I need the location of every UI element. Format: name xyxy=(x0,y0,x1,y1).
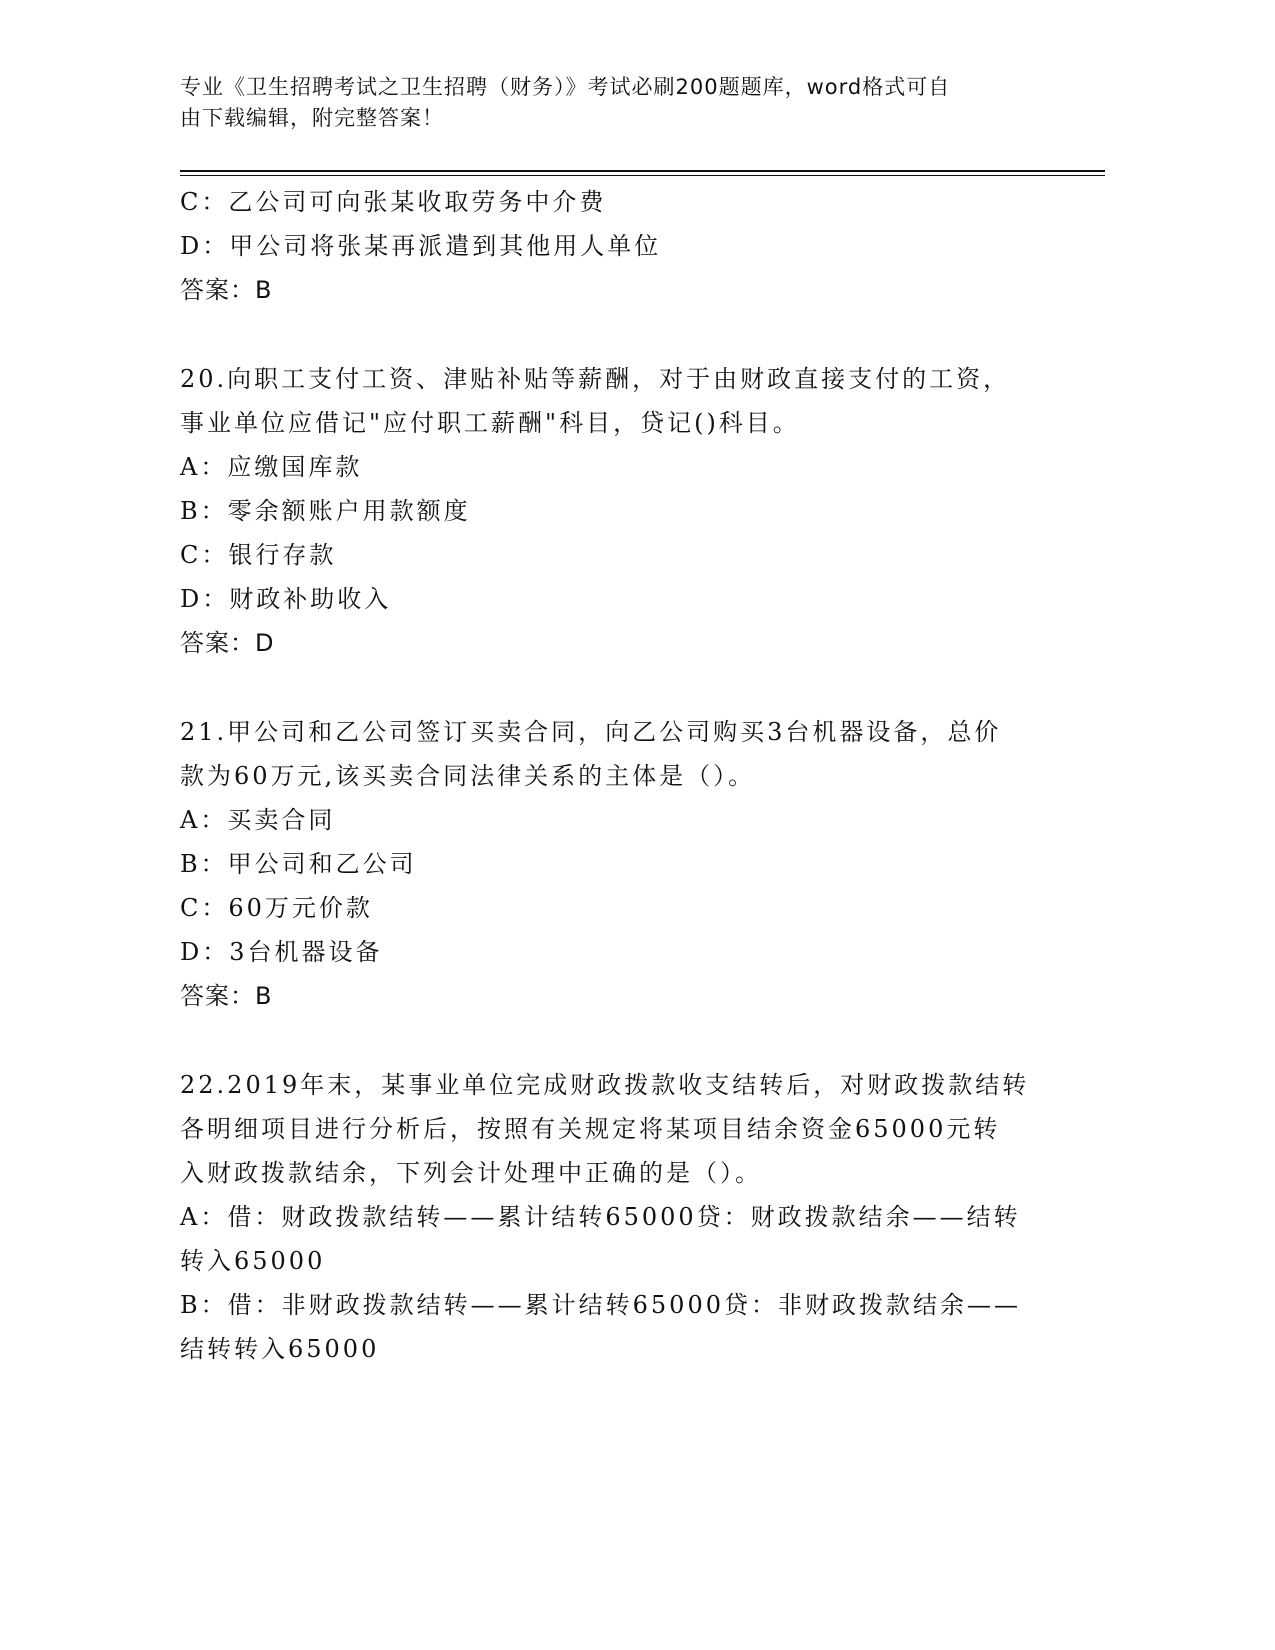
question-list xyxy=(180,180,1080,1371)
question-21 xyxy=(180,710,1080,1018)
option-d: D：财政补助收入 xyxy=(180,585,392,613)
question-20 xyxy=(180,357,1080,665)
option-d: D：3台机器设备 xyxy=(180,938,383,966)
question-gap xyxy=(180,665,1080,710)
header-title-line-1: 专业《卫生招聘考试之卫生招聘（财务）》考试必刷200题题库，word格式可自 xyxy=(180,75,951,99)
option-b-line-1: B：借：非财政拨款结转——累计结转65000贷：非财政拨款结余—— xyxy=(180,1291,1021,1319)
question-text-line-3: 入财政拨款结余，下列会计处理中正确的是（）。 xyxy=(180,1159,762,1187)
option-b-line-2: 结转转入65000 xyxy=(180,1335,380,1363)
question-text-line-1: 20.向职工支付工资、津贴补贴等薪酬，对于由财政直接支付的工资， xyxy=(180,365,1011,393)
document-header xyxy=(180,72,1060,134)
option-b: B：零余额账户用款额度 xyxy=(180,497,471,525)
option-a-line-2: 转入65000 xyxy=(180,1247,326,1275)
option-c: C：乙公司可向张某收取劳务中介费 xyxy=(180,188,607,216)
question-gap xyxy=(180,312,1080,357)
header-title-line-2: 由下载编辑，附完整答案！ xyxy=(180,106,444,130)
option-a-line-1: A：借：财政拨款结转——累计结转65000贷：财政拨款结余——结转 xyxy=(180,1203,1021,1231)
answer-line: 答案：B xyxy=(180,982,273,1010)
question-text-line-1: 21.甲公司和乙公司签订买卖合同，向乙公司购买3台机器设备，总价 xyxy=(180,718,1002,746)
header-divider-thick xyxy=(180,170,1105,172)
option-a: A：买卖合同 xyxy=(180,806,336,834)
header-divider-thin xyxy=(180,175,1105,176)
option-d: D：甲公司将张某再派遣到其他用人单位 xyxy=(180,232,662,260)
answer-line: 答案：D xyxy=(180,629,275,657)
option-b: B：甲公司和乙公司 xyxy=(180,850,417,878)
option-c: C：银行存款 xyxy=(180,541,337,569)
question-text-line-1: 22.2019年末，某事业单位完成财政拨款收支结转后，对财政拨款结转 xyxy=(180,1071,1030,1099)
question-text-line-2: 各明细项目进行分析后，按照有关规定将某项目结余资金65000元转 xyxy=(180,1115,1001,1143)
option-a: A：应缴国库款 xyxy=(180,453,363,481)
question-text-line-2: 款为60万元,该买卖合同法律关系的主体是（）。 xyxy=(180,762,756,790)
option-c: C：60万元价款 xyxy=(180,894,373,922)
question-gap xyxy=(180,1018,1080,1063)
answer-line: 答案：B xyxy=(180,276,273,304)
question-text-line-2: 事业单位应借记"应付职工薪酬"科目，贷记()科目。 xyxy=(180,409,800,437)
question-19-tail xyxy=(180,180,1080,312)
question-22 xyxy=(180,1063,1080,1371)
